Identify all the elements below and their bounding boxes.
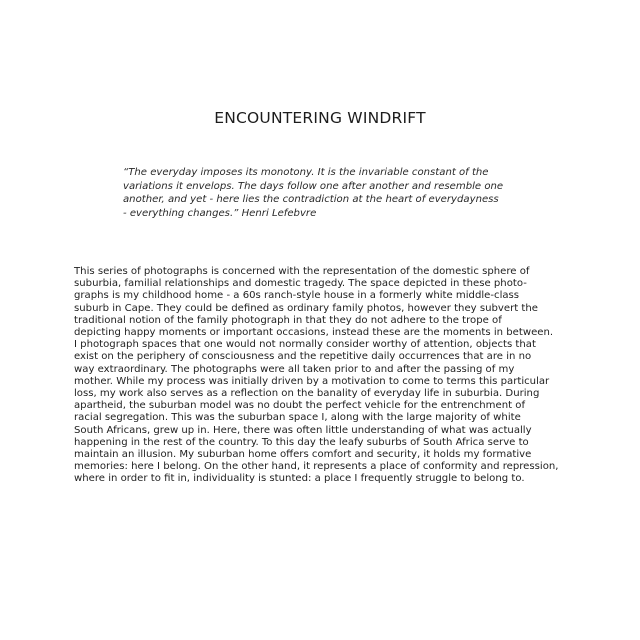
paragraph-line: graphs is my childhood home - a 60s ranch-style house in a formerly white middle-class [74, 290, 520, 302]
paragraph-line: maintain an illusion. My suburban home offers comfort and security, it holds my formative [74, 449, 532, 461]
quote-line: another, and yet - here lies the contradiction at the heart of everydayness [123, 194, 499, 206]
paragraph-line: suburbia, familial relationships and domestic tragedy. The space depicted in these photo- [74, 278, 527, 290]
quote-line: variations it envelops. The days follow one after another and resemble one [123, 180, 504, 192]
paragraph-line: loss, my work also serves as a reflection on the banality of everyday life in suburbia. During [74, 388, 540, 400]
quote-line: - everything changes.” Henri Lefebvre [123, 207, 317, 219]
paragraph-line: traditional notion of the family photograph in that they do not adhere to the trope of [74, 314, 502, 326]
paragraph-line: depicting happy moments or important occasions, instead these are the moments in between. [74, 327, 554, 339]
page-title: ENCOUNTERING WINDRIFT [214, 109, 426, 127]
paragraph-line: South Africans, grew up in. Here, there was often little understanding of what was actually [74, 424, 532, 436]
paragraph-line: happening in the rest of the country. To this day the leafy suburbs of South Africa serve to [74, 436, 529, 448]
paragraph-line: I photograph spaces that one would not normally consider worthy of attention, objects that [74, 339, 536, 351]
paragraph-line: mother. While my process was initially driven by a motivation to come to terms this particular [74, 375, 550, 387]
paragraph-line: where in order to fit in, individuality is stunted: a place I frequently struggle to belong to. [74, 473, 525, 485]
paragraph-line: memories: here I belong. On the other hand, it represents a place of conformity and repression, [74, 461, 559, 473]
quote-line: “The everyday imposes its monotony. It is the invariable constant of the [123, 167, 489, 178]
artist-statement-paragraph [74, 266, 574, 486]
epigraph-quote [123, 166, 523, 220]
paragraph-line: suburb in Cape. They could be defined as ordinary family photos, however they subvert the [74, 302, 538, 314]
paragraph-line: This series of photographs is concerned with the representation of the domestic sphere of [74, 266, 530, 277]
paragraph-line: way extraordinary. The photographs were all taken prior to and after the passing of my [74, 363, 515, 375]
paragraph-line: apartheid, the suburban model was no doubt the perfect vehicle for the entrenchment of [74, 400, 526, 412]
paragraph-line: racial segregation. This was the suburban space I, along with the large majority of white [74, 412, 521, 424]
paragraph-line: exist on the periphery of consciousness and the repetitive daily occurrences that are in no [74, 351, 532, 363]
